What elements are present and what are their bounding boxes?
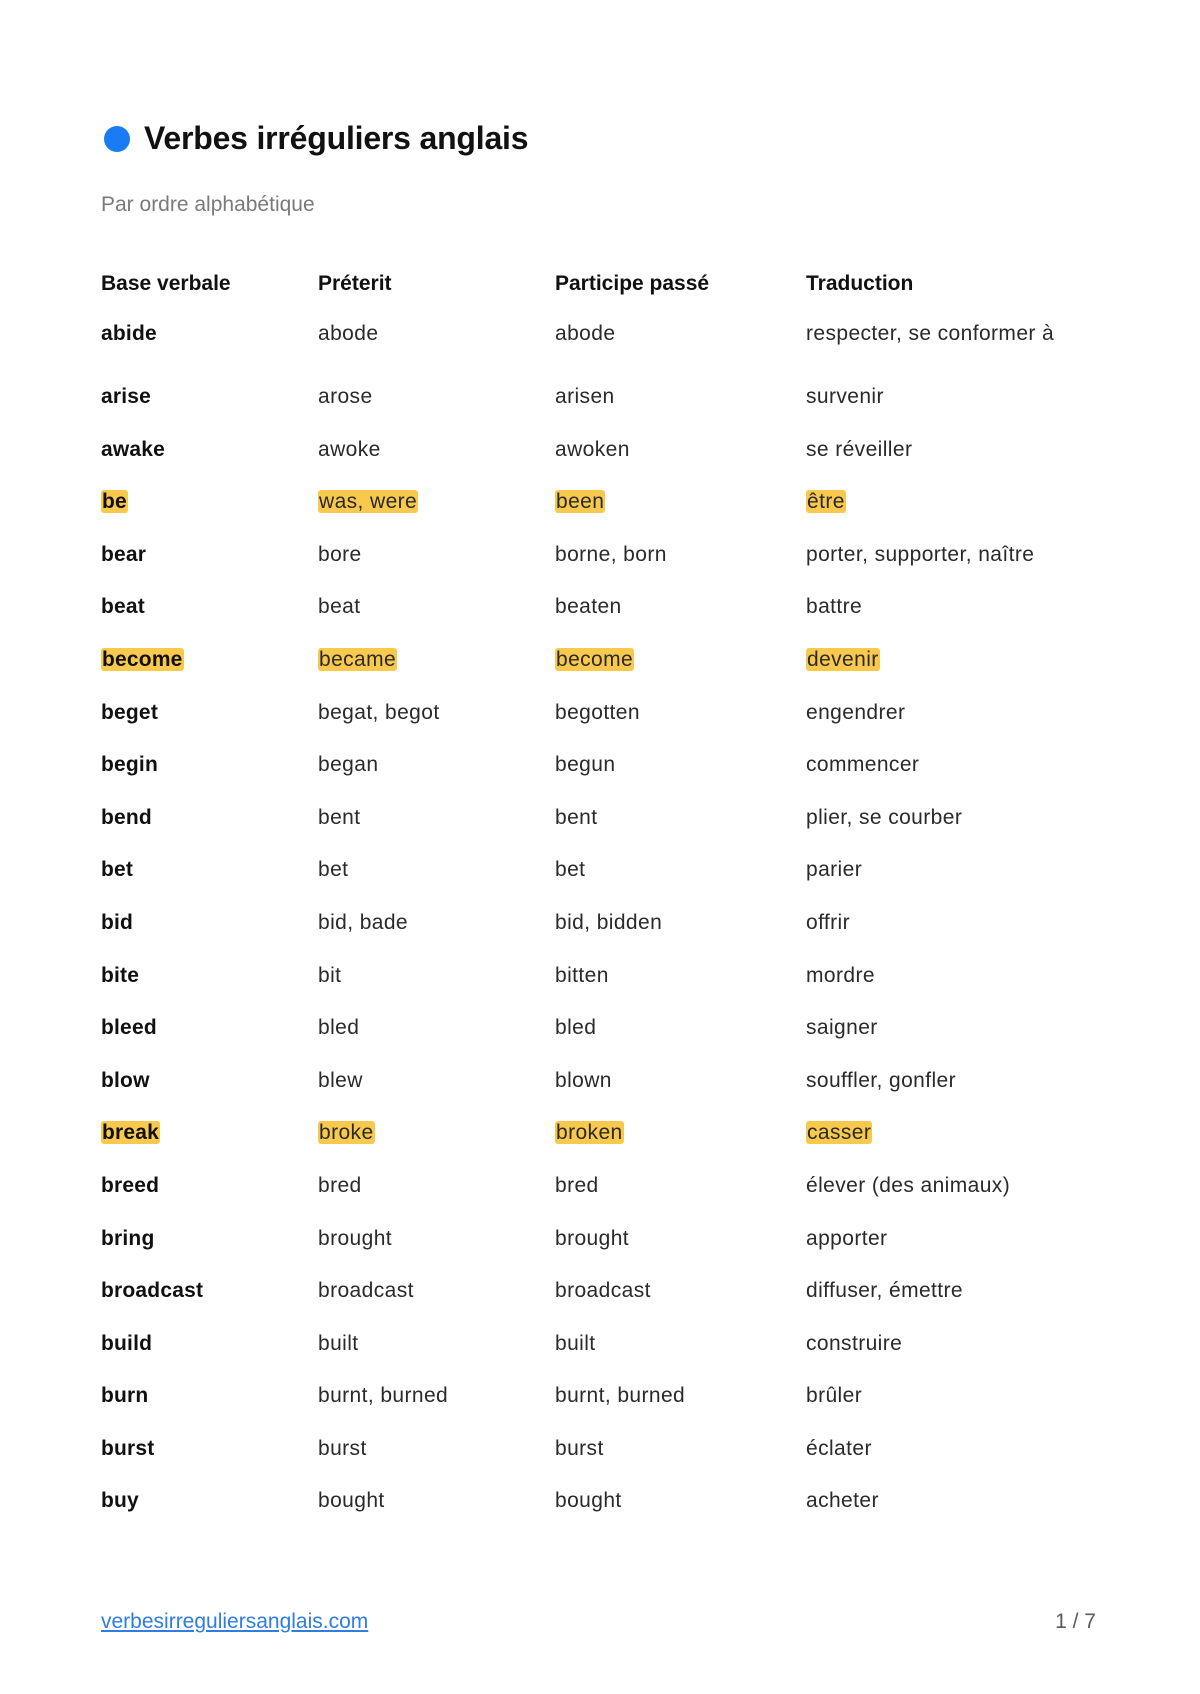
title-row [104, 120, 528, 157]
cell-preterit-text: bore [318, 542, 362, 566]
cell-preterit-text: blew [318, 1068, 363, 1092]
cell-base [101, 911, 318, 964]
cell-base-text: burst [101, 1436, 155, 1460]
table-row [101, 322, 1101, 385]
cell-participle [555, 1174, 806, 1227]
cell-translation [806, 701, 1101, 754]
table-row [101, 911, 1101, 964]
cell-participle-text: beaten [555, 595, 622, 619]
cell-translation [806, 1489, 1101, 1542]
cell-participle [555, 595, 806, 648]
table-row [101, 1332, 1101, 1385]
cell-base-text: bear [101, 542, 147, 566]
cell-preterit [318, 1121, 555, 1174]
cell-base-text: bid [101, 910, 134, 934]
header-participle: Participe passé [555, 272, 710, 295]
cell-preterit [318, 385, 555, 438]
cell-participle-text: brought [555, 1226, 630, 1250]
bullet-dot-icon [104, 126, 130, 152]
cell-participle-text: been [556, 490, 605, 514]
cell-translation-text: souffler, gonfler [806, 1068, 957, 1092]
table-row [101, 1069, 1101, 1122]
cell-participle-text: burst [555, 1436, 604, 1460]
cell-translation-text: respecter, se conformer à [806, 322, 1055, 345]
cell-participle-text: borne, born [555, 542, 667, 566]
cell-preterit-text: began [318, 753, 379, 777]
cell-base-text: buy [101, 1489, 139, 1513]
cell-base [101, 701, 318, 754]
cell-participle [555, 1437, 806, 1490]
cell-preterit [318, 753, 555, 806]
cell-base-text: broadcast [101, 1279, 204, 1303]
table-row [101, 1437, 1101, 1490]
cell-translation [806, 322, 1101, 385]
cell-translation-text: plier, se courber [806, 805, 963, 829]
cell-translation [806, 490, 1101, 543]
cell-translation [806, 964, 1101, 1017]
cell-preterit-text: bent [318, 805, 361, 829]
table-body [101, 322, 1101, 1542]
cell-base-text: bring [101, 1226, 155, 1250]
cell-translation-text: éclater [806, 1436, 872, 1460]
table-row [101, 1121, 1101, 1174]
cell-preterit [318, 595, 555, 648]
cell-translation [806, 858, 1101, 911]
cell-preterit-text: awoke [318, 437, 381, 461]
cell-preterit [318, 1384, 555, 1437]
cell-translation-text: commencer [806, 753, 920, 777]
cell-base-text: bet [101, 858, 134, 882]
cell-base-text: bite [101, 963, 140, 987]
cell-participle-text: bid, bidden [555, 910, 663, 934]
cell-preterit-text: brought [318, 1226, 393, 1250]
cell-preterit [318, 701, 555, 754]
cell-participle [555, 322, 806, 385]
cell-translation-text: battre [806, 595, 863, 619]
cell-participle-text: bled [555, 1016, 597, 1040]
cell-participle [555, 438, 806, 491]
cell-participle [555, 1279, 806, 1332]
verbs-table [101, 272, 1101, 1542]
cell-base [101, 438, 318, 491]
cell-preterit-text: broadcast [318, 1279, 414, 1303]
cell-preterit [318, 1016, 555, 1069]
cell-preterit [318, 1332, 555, 1385]
cell-participle [555, 858, 806, 911]
cell-participle [555, 753, 806, 806]
table-row [101, 595, 1101, 648]
cell-translation [806, 543, 1101, 596]
cell-preterit [318, 964, 555, 1017]
cell-translation-text: devenir [807, 647, 879, 671]
cell-preterit-text: beat [318, 595, 361, 619]
cell-base [101, 490, 318, 543]
cell-base-text: break [102, 1121, 160, 1145]
cell-base-text: arise [101, 385, 152, 408]
cell-base [101, 1332, 318, 1385]
cell-base [101, 1437, 318, 1490]
cell-translation-text: construire [806, 1331, 903, 1355]
cell-translation [806, 753, 1101, 806]
table-header-row [101, 272, 1101, 322]
cell-preterit-text: arose [318, 385, 373, 408]
cell-preterit [318, 438, 555, 491]
cell-participle [555, 1227, 806, 1280]
cell-translation-text: survenir [806, 385, 884, 408]
cell-preterit [318, 1227, 555, 1280]
cell-preterit-text: bid, bade [318, 910, 409, 934]
cell-base [101, 1384, 318, 1437]
cell-base-text: build [101, 1331, 153, 1355]
cell-translation [806, 1174, 1101, 1227]
cell-translation [806, 648, 1101, 701]
cell-translation-text: engendrer [806, 700, 906, 724]
cell-translation [806, 911, 1101, 964]
cell-preterit [318, 806, 555, 859]
cell-preterit-text: was, were [319, 490, 418, 514]
cell-base-text: beat [101, 595, 145, 619]
cell-preterit-text: bet [318, 858, 349, 882]
table-row [101, 1489, 1101, 1542]
cell-participle-text: arisen [555, 385, 615, 408]
cell-preterit [318, 490, 555, 543]
cell-preterit [318, 648, 555, 701]
cell-translation-text: diffuser, émettre [806, 1279, 963, 1303]
cell-preterit-text: built [318, 1331, 359, 1355]
cell-base [101, 858, 318, 911]
cell-translation [806, 1279, 1101, 1332]
cell-base [101, 648, 318, 701]
cell-base [101, 753, 318, 806]
table-row [101, 858, 1101, 911]
cell-base-text: awake [101, 437, 166, 461]
table-row [101, 648, 1101, 701]
table-row [101, 701, 1101, 754]
cell-participle-text: bred [555, 1173, 599, 1197]
cell-translation-text: apporter [806, 1226, 888, 1250]
cell-base-text: blow [101, 1068, 150, 1092]
cell-translation-text: porter, supporter, naître [806, 542, 1035, 566]
cell-translation [806, 1332, 1101, 1385]
table-row [101, 1384, 1101, 1437]
cell-participle [555, 806, 806, 859]
cell-participle [555, 490, 806, 543]
table-row [101, 490, 1101, 543]
cell-preterit-text: bought [318, 1489, 385, 1513]
cell-translation-text: casser [807, 1121, 872, 1145]
table-row [101, 753, 1101, 806]
cell-preterit-text: bred [318, 1173, 362, 1197]
cell-translation-text: élever (des animaux) [806, 1173, 1011, 1197]
page-title: Verbes irréguliers anglais [144, 120, 529, 156]
cell-base-text: bend [101, 805, 152, 829]
cell-participle [555, 1069, 806, 1122]
website-link[interactable]: verbesirreguliersanglais.com [101, 1610, 369, 1633]
cell-base [101, 543, 318, 596]
cell-base [101, 595, 318, 648]
cell-base [101, 1069, 318, 1122]
page-number: 1 / 7 [1055, 1610, 1096, 1633]
cell-base-text: bleed [101, 1016, 157, 1040]
cell-base-text: burn [101, 1384, 149, 1408]
cell-translation-text: offrir [806, 910, 851, 934]
cell-base [101, 1489, 318, 1542]
cell-base [101, 322, 318, 385]
cell-preterit-text: bit [318, 963, 342, 987]
cell-translation [806, 1437, 1101, 1490]
cell-participle-text: bitten [555, 963, 609, 987]
table-row [101, 385, 1101, 438]
cell-translation [806, 438, 1101, 491]
cell-participle-text: broken [556, 1121, 623, 1145]
cell-base [101, 1121, 318, 1174]
cell-participle-text: become [556, 647, 634, 671]
cell-translation [806, 1069, 1101, 1122]
cell-base-text: be [102, 490, 127, 514]
cell-preterit-text: bled [318, 1016, 360, 1040]
cell-participle-text: bent [555, 805, 598, 829]
cell-translation [806, 806, 1101, 859]
cell-base [101, 1279, 318, 1332]
cell-base-text: become [102, 647, 183, 671]
cell-translation [806, 1016, 1101, 1069]
cell-participle [555, 648, 806, 701]
cell-base [101, 806, 318, 859]
table-row [101, 806, 1101, 859]
cell-preterit-text: broke [319, 1121, 374, 1145]
cell-base-text: breed [101, 1173, 160, 1197]
cell-preterit [318, 858, 555, 911]
cell-base [101, 1016, 318, 1069]
cell-translation-text: être [807, 490, 845, 514]
cell-translation-text: se réveiller [806, 437, 913, 461]
page-subtitle: Par ordre alphabétique [101, 193, 315, 216]
table-row [101, 543, 1101, 596]
cell-participle [555, 1489, 806, 1542]
cell-preterit [318, 1069, 555, 1122]
cell-preterit [318, 322, 555, 385]
cell-participle [555, 1332, 806, 1385]
cell-translation-text: parier [806, 858, 863, 882]
cell-participle-text: broadcast [555, 1279, 651, 1303]
cell-participle-text: begotten [555, 700, 640, 724]
cell-base-text: beget [101, 700, 159, 724]
table-row [101, 1174, 1101, 1227]
header-preterit: Préterit [318, 272, 392, 295]
cell-preterit-text: burnt, burned [318, 1384, 449, 1408]
cell-participle [555, 911, 806, 964]
cell-preterit [318, 1489, 555, 1542]
cell-participle-text: bought [555, 1489, 622, 1513]
cell-translation [806, 385, 1101, 438]
cell-preterit-text: begat, begot [318, 700, 440, 724]
cell-translation [806, 1384, 1101, 1437]
cell-participle-text: blown [555, 1068, 612, 1092]
cell-base-text: abide [101, 322, 157, 345]
cell-translation [806, 595, 1101, 648]
table-row [101, 1279, 1101, 1332]
cell-translation [806, 1121, 1101, 1174]
cell-participle-text: bet [555, 858, 586, 882]
cell-preterit [318, 1279, 555, 1332]
cell-participle-text: awoken [555, 437, 630, 461]
table-row [101, 1016, 1101, 1069]
cell-participle-text: begun [555, 753, 616, 777]
cell-preterit [318, 1437, 555, 1490]
cell-base-text: begin [101, 753, 158, 777]
cell-participle [555, 1016, 806, 1069]
cell-preterit [318, 911, 555, 964]
cell-translation [806, 1227, 1101, 1280]
table-row [101, 438, 1101, 491]
cell-participle [555, 385, 806, 438]
cell-preterit [318, 1174, 555, 1227]
cell-base [101, 1174, 318, 1227]
table-row [101, 964, 1101, 1017]
cell-base [101, 385, 318, 438]
cell-participle [555, 1121, 806, 1174]
cell-preterit-text: burst [318, 1436, 367, 1460]
cell-base [101, 1227, 318, 1280]
header-base: Base verbale [101, 272, 231, 295]
cell-participle [555, 1384, 806, 1437]
cell-preterit [318, 543, 555, 596]
cell-preterit-text: abode [318, 322, 379, 345]
cell-translation-text: acheter [806, 1489, 879, 1513]
cell-base [101, 964, 318, 1017]
cell-translation-text: brûler [806, 1384, 863, 1408]
cell-participle [555, 543, 806, 596]
cell-translation-text: saigner [806, 1016, 878, 1040]
header-translation: Traduction [806, 272, 914, 295]
cell-translation-text: mordre [806, 963, 875, 987]
cell-participle-text: burnt, burned [555, 1384, 686, 1408]
cell-preterit-text: became [319, 647, 397, 671]
cell-participle [555, 701, 806, 754]
cell-participle-text: abode [555, 322, 616, 345]
cell-participle [555, 964, 806, 1017]
cell-participle-text: built [555, 1331, 596, 1355]
table-row [101, 1227, 1101, 1280]
